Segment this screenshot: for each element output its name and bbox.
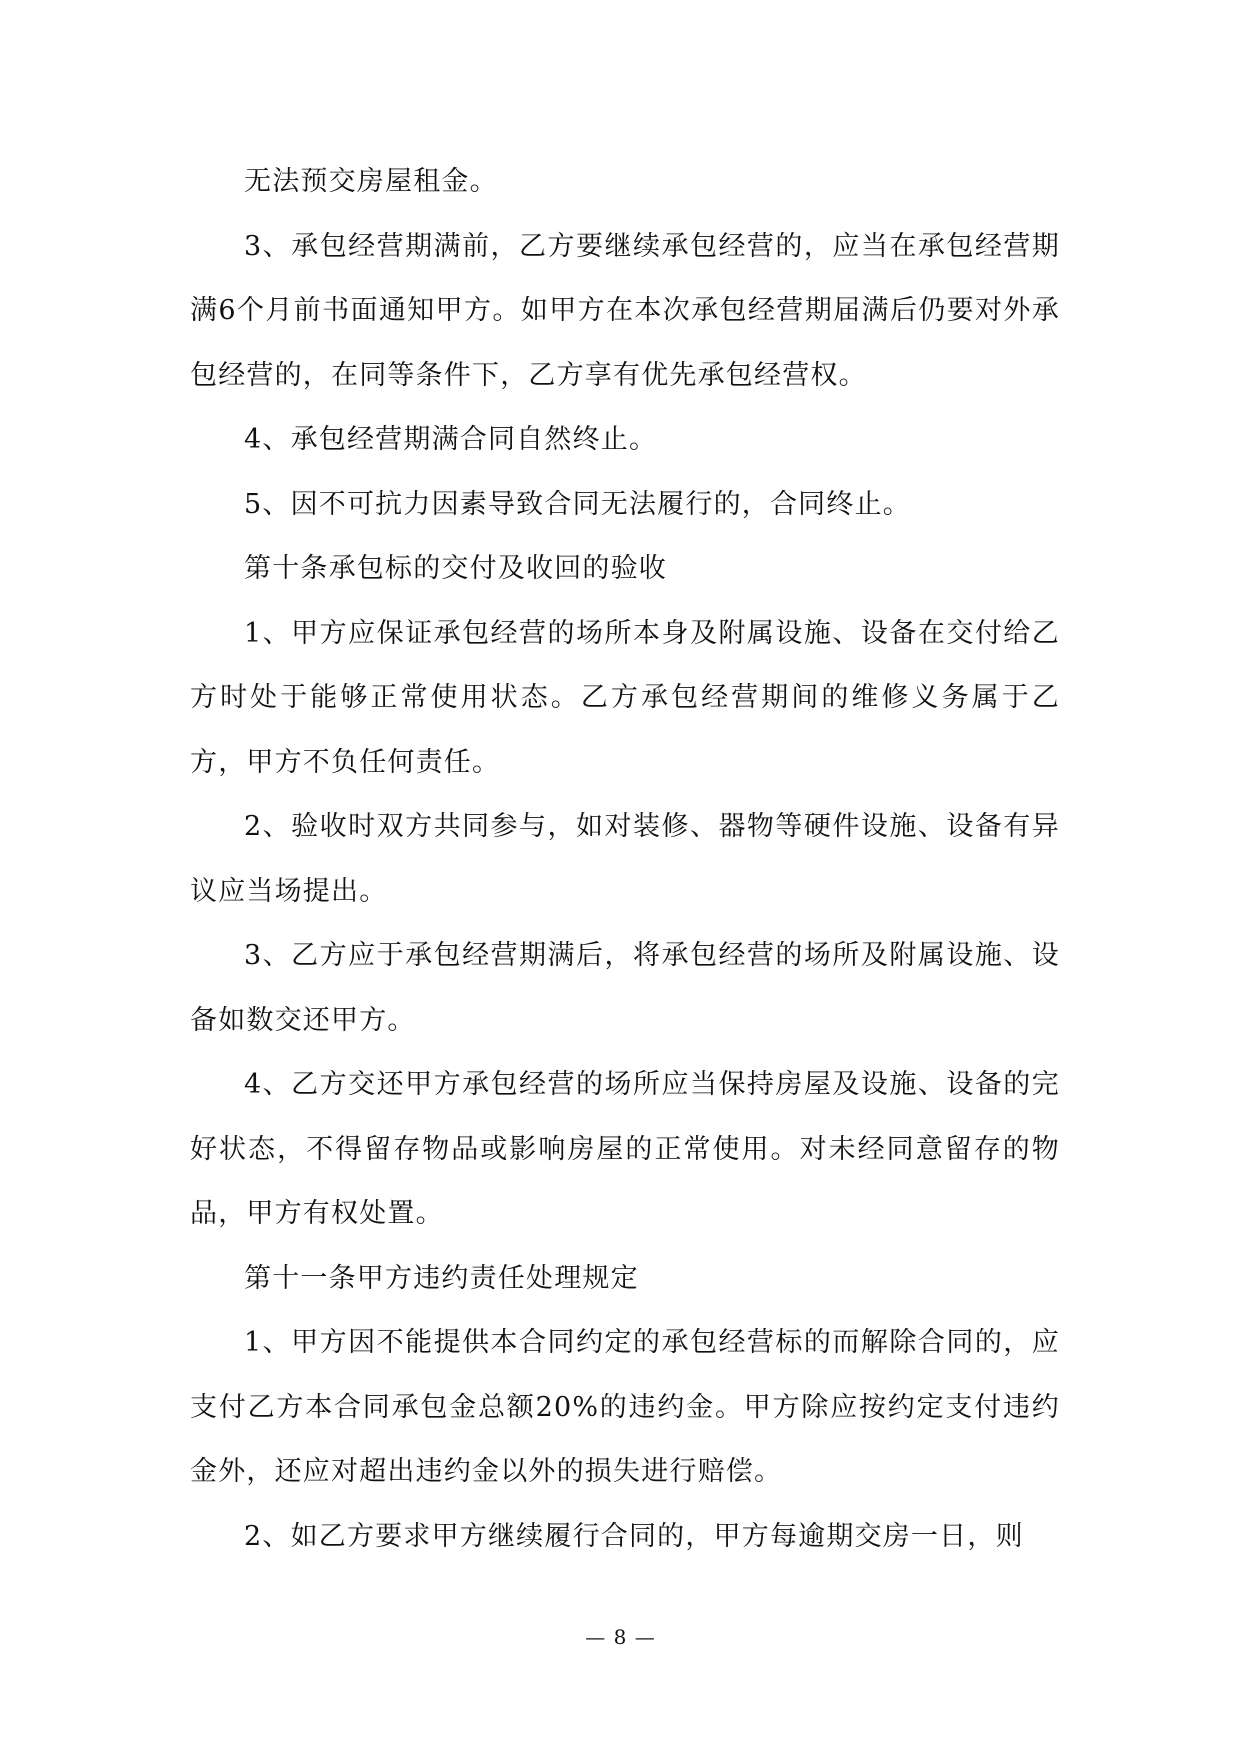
paragraph-natural-termination: 4、承包经营期满合同自然终止。 (244, 424, 658, 455)
paragraph-return-facilities: 3、乙方应于承包经营期满后，将承包经营的场所及附属设施、设备如数交还甲方。 (190, 940, 1060, 1036)
paragraph-late-delivery: 2、如乙方要求甲方继续履行合同的，甲方每逾期交房一日，则 (244, 1520, 1024, 1552)
paragraph-penalty-termination: 1、甲方因不能提供本合同约定的承包经营标的而解除合同的，应支付乙方本合同承包金总额20%的违约金。甲方除应按约定支付违约金外，还应对超出违约金以外的损失进行赔偿。 (190, 1327, 1060, 1487)
paragraph-return-condition: 4、乙方交还甲方承包经营的场所应当保持房屋及设施、设备的完好状态，不得留存物品或影响房屋的正常使用。对未经同意留存的物品，甲方有权处置。 (190, 1069, 1060, 1229)
paragraph-renewal-notice: 3、承包经营期满前，乙方要继续承包经营的，应当在承包经营期满6个月前书面通知甲方。如甲方在本次承包经营期届满后仍要对外承包经营的，在同等条件下，乙方享有优先承包经营权。 (190, 230, 1060, 391)
section-heading-article-10: 第十条承包标的交付及收回的验收 (244, 553, 667, 584)
paragraph-force-majeure: 5、因不可抗力因素导致合同无法履行的，合同终止。 (244, 488, 911, 520)
paragraph-rent-prepay: 无法预交房屋租金。 (244, 166, 498, 197)
document-body (190, 150, 1060, 1569)
section-heading-article-11: 第十一条甲方违约责任处理规定 (244, 1262, 639, 1294)
paragraph-delivery-condition: 1、甲方应保证承包经营的场所本身及附属设施、设备在交付给乙方时处于能够正常使用状态。乙方承包经营期间的维修义务属于乙方，甲方不负任何责任。 (190, 617, 1060, 778)
paragraph-joint-inspection: 2、验收时双方共同参与，如对装修、器物等硬件设施、设备有异议应当场提出。 (190, 811, 1060, 907)
page-number: — 8 — (585, 1625, 656, 1649)
